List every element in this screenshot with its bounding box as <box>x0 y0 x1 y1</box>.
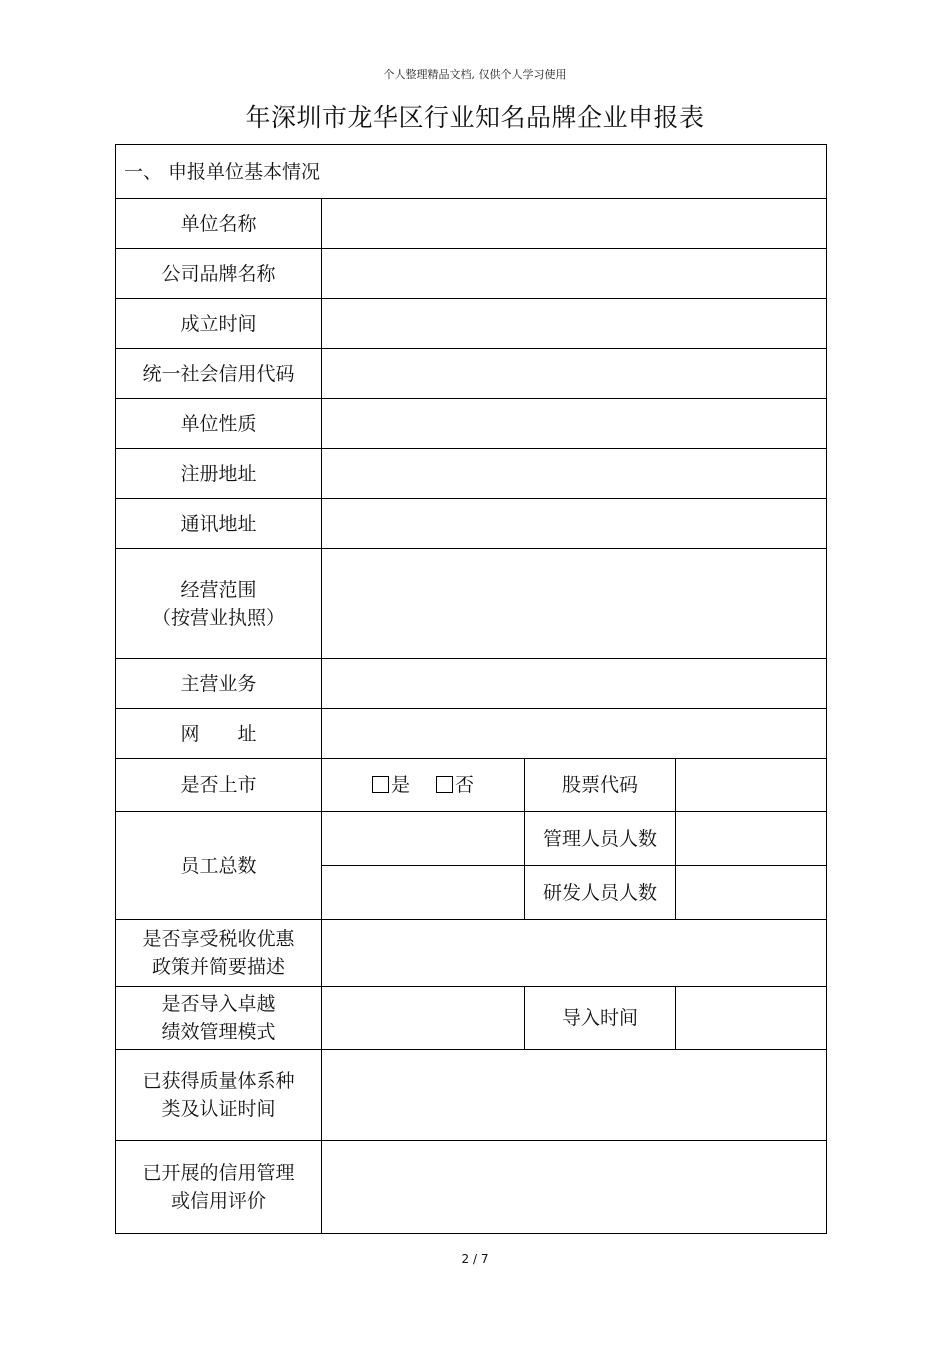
checkbox-yes[interactable] <box>372 776 389 793</box>
label-tax-benefit-line1: 是否享受税收优惠 <box>142 928 295 950</box>
field-import-time[interactable] <box>676 987 827 1050</box>
label-rd-staff: 研发人员人数 <box>525 866 676 920</box>
label-reg-address: 注册地址 <box>116 449 322 499</box>
field-website[interactable] <box>322 709 827 759</box>
label-quality-system <box>116 1050 322 1141</box>
label-quality-line2: 类及认证时间 <box>161 1098 276 1120</box>
label-established: 成立时间 <box>116 299 322 349</box>
label-credit-management <box>116 1141 322 1234</box>
label-unit-nature: 单位性质 <box>116 399 322 449</box>
field-established[interactable] <box>322 299 827 349</box>
label-credit-code: 统一社会信用代码 <box>116 349 322 399</box>
field-unit-nature[interactable] <box>322 399 827 449</box>
listed-no-label: 否 <box>455 774 475 796</box>
label-excellence-line2: 绩效管理模式 <box>161 1021 276 1043</box>
field-credit-management[interactable] <box>322 1141 827 1234</box>
label-excellence-model <box>116 987 322 1050</box>
label-quality-line1: 已获得质量体系种 <box>142 1070 295 1092</box>
field-unit-name[interactable] <box>322 199 827 249</box>
label-unit-name: 单位名称 <box>116 199 322 249</box>
field-quality-system[interactable] <box>322 1050 827 1141</box>
field-brand-name[interactable] <box>322 249 827 299</box>
field-tax-benefit[interactable] <box>322 920 827 987</box>
form-title: 年深圳市龙华区行业知名品牌企业申报表 <box>245 103 705 132</box>
label-business-scope-line2: （按营业执照） <box>151 606 285 629</box>
header-note: 个人整理精品文档, 仅供个人学习使用 <box>383 68 567 81</box>
label-tax-benefit-line2: 政策并简要描述 <box>151 956 285 978</box>
field-mgmt-staff[interactable] <box>676 812 827 866</box>
listed-options <box>322 759 525 812</box>
field-stock-code[interactable] <box>676 759 827 812</box>
application-form-table <box>115 144 827 1234</box>
label-business-scope <box>116 549 322 659</box>
label-listed: 是否上市 <box>116 759 322 812</box>
field-main-business[interactable] <box>322 659 827 709</box>
label-excellence-line1: 是否导入卓越 <box>161 993 276 1015</box>
checkbox-no[interactable] <box>436 776 453 793</box>
field-total-staff-1[interactable] <box>322 812 525 866</box>
label-website: 网 址 <box>116 709 322 759</box>
field-mail-address[interactable] <box>322 499 827 549</box>
field-rd-staff[interactable] <box>676 866 827 920</box>
label-brand-name: 公司品牌名称 <box>116 249 322 299</box>
field-business-scope[interactable] <box>322 549 827 659</box>
label-tax-benefit <box>116 920 322 987</box>
label-main-business: 主营业务 <box>116 659 322 709</box>
label-total-staff: 员工总数 <box>116 812 322 920</box>
field-total-staff-2[interactable] <box>322 866 525 920</box>
section-heading-basic-info: 一、 申报单位基本情况 <box>116 145 827 199</box>
label-credit-line2: 或信用评价 <box>170 1190 266 1212</box>
label-business-scope-line1: 经营范围 <box>180 578 257 601</box>
label-mgmt-staff: 管理人员人数 <box>525 812 676 866</box>
listed-no-option[interactable] <box>436 771 474 799</box>
listed-yes-label: 是 <box>390 774 410 796</box>
label-import-time: 导入时间 <box>525 987 676 1050</box>
label-credit-line1: 已开展的信用管理 <box>142 1162 295 1184</box>
label-mail-address: 通讯地址 <box>116 499 322 549</box>
label-stock-code: 股票代码 <box>525 759 676 812</box>
page-number: 2 / 7 <box>461 1252 489 1266</box>
field-credit-code[interactable] <box>322 349 827 399</box>
listed-yes-option[interactable] <box>372 771 410 799</box>
field-excellence-model[interactable] <box>322 987 525 1050</box>
field-reg-address[interactable] <box>322 449 827 499</box>
